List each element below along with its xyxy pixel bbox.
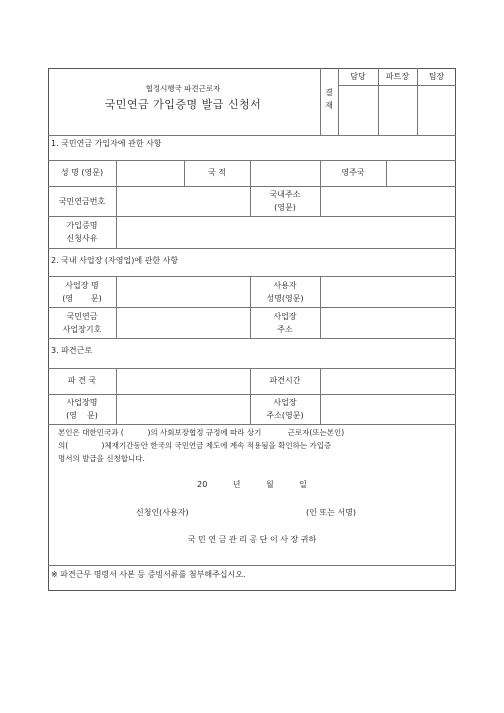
dispatch-period-label: 파견시간 [269, 376, 301, 385]
dispatch-country-label: 파 견 국 [67, 376, 97, 385]
approval-label-1: 결 [325, 88, 333, 97]
nationality-field[interactable] [250, 160, 320, 186]
header-bottom-rule [48, 135, 456, 136]
employer-label-1: 사용자 [273, 281, 297, 290]
approval-col-team-lead: 팀장 [428, 72, 445, 81]
s1-row3-bottom [48, 248, 456, 249]
name-label: 성 명 (영문) [60, 168, 104, 177]
section3-heading: 3. 파견근로 [51, 346, 93, 355]
workplace-name-label-1: 사업장 명 [65, 281, 99, 290]
name-field[interactable] [116, 160, 184, 186]
pension-number-field[interactable] [116, 186, 250, 216]
residence-country-field[interactable] [386, 160, 456, 186]
request-reason-field[interactable] [116, 216, 456, 248]
workplace-symbol-label-2: 사업장기호 [62, 325, 102, 334]
domestic-address-label-1: 국내주소 [269, 190, 301, 199]
dispatch-workplace-label-1: 사업장명 [66, 398, 98, 407]
request-reason-label-2: 신청사유 [66, 234, 98, 243]
workplace-address-field[interactable] [320, 307, 456, 338]
application-date[interactable]: 20 년 월 일 [197, 480, 307, 489]
dispatch-address-field[interactable] [320, 394, 456, 424]
section1-heading: 1. 국민연금 가입자에 관한 사항 [51, 139, 162, 148]
footer-note: ※ 파견근무 명령서 사본 등 증빙서류를 첨부해주십시오. [51, 570, 246, 579]
statement-line-3: 명서의 발급을 신청합니다. [58, 454, 145, 463]
s3-row2-bottom [48, 424, 456, 425]
approval-col-part-lead: 파트장 [385, 72, 410, 81]
form-title: 국민연금 가입증명 발급 신청서 [104, 98, 262, 111]
dispatch-address-label-1: 사업장 [273, 398, 297, 407]
dispatch-address-label-2: 주소(영문) [266, 411, 304, 420]
dispatch-workplace-label-2: (영 문) [66, 411, 98, 420]
request-reason-label-1: 가입증명 [66, 221, 98, 230]
dispatch-period-field[interactable] [320, 368, 456, 394]
recipient-line: 국 민 연 금 관 리 공 단 이 사 장 귀하 [187, 535, 317, 544]
workplace-address-label-1: 사업장 [273, 312, 297, 321]
applicant-label: 신청인(사용자) [136, 508, 189, 517]
seal-or-signature-label: (인 또는 서명) [306, 508, 356, 517]
s2-row2-bottom [48, 338, 456, 339]
section2-heading: 2. 국내 사업장 (자영업)에 관한 사항 [51, 256, 179, 265]
statement-line-1: 본인은 대한민국과 ( )의 사회보장협정 규정에 따라 상기 근로자(또는본인) [58, 428, 345, 437]
domestic-address-field[interactable] [320, 186, 456, 216]
pension-number-label: 국민연금번호 [58, 197, 106, 206]
dispatch-country-field[interactable] [116, 368, 250, 394]
workplace-name-label-2: (영 문) [62, 294, 102, 303]
workplace-symbol-field[interactable] [116, 307, 250, 338]
footer-rule [48, 565, 456, 566]
residence-country-label: 영주국 [341, 168, 365, 177]
employer-name-field[interactable] [320, 276, 456, 307]
form-subtitle: 협정시행국 파견근로자 [145, 84, 221, 93]
workplace-symbol-label-1: 국민연금 [66, 312, 98, 321]
dispatch-workplace-field[interactable] [116, 394, 250, 424]
approval-header-divider [338, 85, 456, 86]
nationality-label: 국 적 [208, 168, 226, 177]
approval-label-2: 재 [325, 101, 333, 110]
domestic-address-label-2: (영문) [274, 203, 296, 212]
employer-label-2: 성명(영문) [266, 294, 304, 303]
approval-col-staff: 담당 [350, 72, 366, 81]
statement-line-2: 의( )체재기간동안 한국의 국민연금 제도에 계속 적용됨을 확인하는 가입증 [58, 441, 332, 450]
workplace-address-label-2: 주소 [277, 325, 293, 334]
workplace-name-field[interactable] [116, 276, 250, 307]
